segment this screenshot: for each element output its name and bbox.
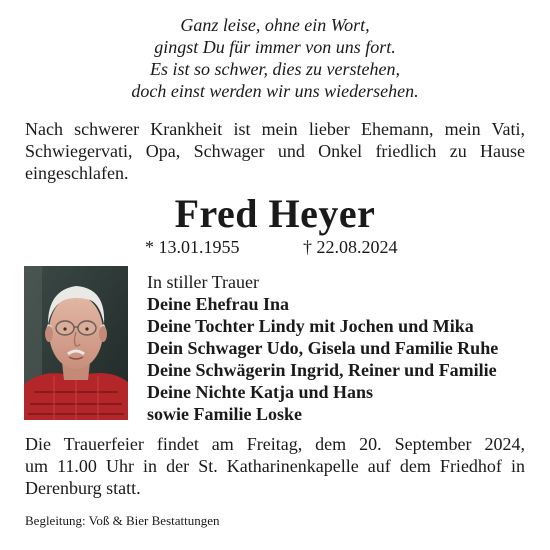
deceased-name: Fred Heyer bbox=[174, 191, 376, 236]
mourner-line: Deine Tochter Lindy mit Jochen und Mika bbox=[147, 316, 474, 336]
funeral-line: um 11.00 Uhr in der St. Katharinenkapelle auf dem Friedhof in bbox=[25, 456, 525, 476]
memorial-poem bbox=[0, 14, 550, 102]
announcement-line: Nach schwerer Krankheit ist mein lieber Ehemann, mein Vati, bbox=[25, 119, 525, 139]
funeral-line: Derenburg statt. bbox=[25, 478, 141, 498]
mourner-line: Deine Schwägerin Ingrid, Reiner und Familie bbox=[147, 360, 497, 380]
poem-line: gingst Du für immer von uns fort. bbox=[154, 37, 396, 57]
mourner-line: Deine Ehefrau Ina bbox=[147, 294, 290, 314]
poem-line: doch einst werden wir uns wiedersehen. bbox=[131, 81, 419, 101]
mourner-line: Dein Schwager Udo, Gisela und Familie Ruhe bbox=[147, 338, 499, 358]
funeral-home-credit: Begleitung: Voß & Bier Bestattungen bbox=[25, 513, 220, 528]
funeral-details bbox=[25, 433, 525, 499]
death-date: † 22.08.2024 bbox=[303, 237, 398, 257]
mourner-line: Deine Nichte Katja und Hans bbox=[147, 382, 374, 402]
funeral-line: Die Trauerfeier findet am Freitag, dem 20. September 2024, bbox=[25, 434, 525, 454]
announcement-line: eingeschlafen. bbox=[25, 163, 129, 183]
poem-line: Ganz leise, ohne ein Wort, bbox=[180, 15, 370, 35]
mourning-intro: In stiller Trauer bbox=[147, 272, 259, 292]
announcement-text bbox=[25, 118, 525, 184]
mourners-list bbox=[147, 271, 498, 425]
announcement-line: Schwiegervati, Opa, Schwager und Onkel friedlich zu Hause bbox=[25, 141, 525, 161]
portrait-photo bbox=[24, 266, 128, 420]
mourner-line: sowie Familie Loske bbox=[147, 404, 302, 424]
poem-line: Es ist so schwer, dies zu verstehen, bbox=[150, 59, 400, 79]
birth-date: * 13.01.1955 bbox=[145, 237, 240, 257]
